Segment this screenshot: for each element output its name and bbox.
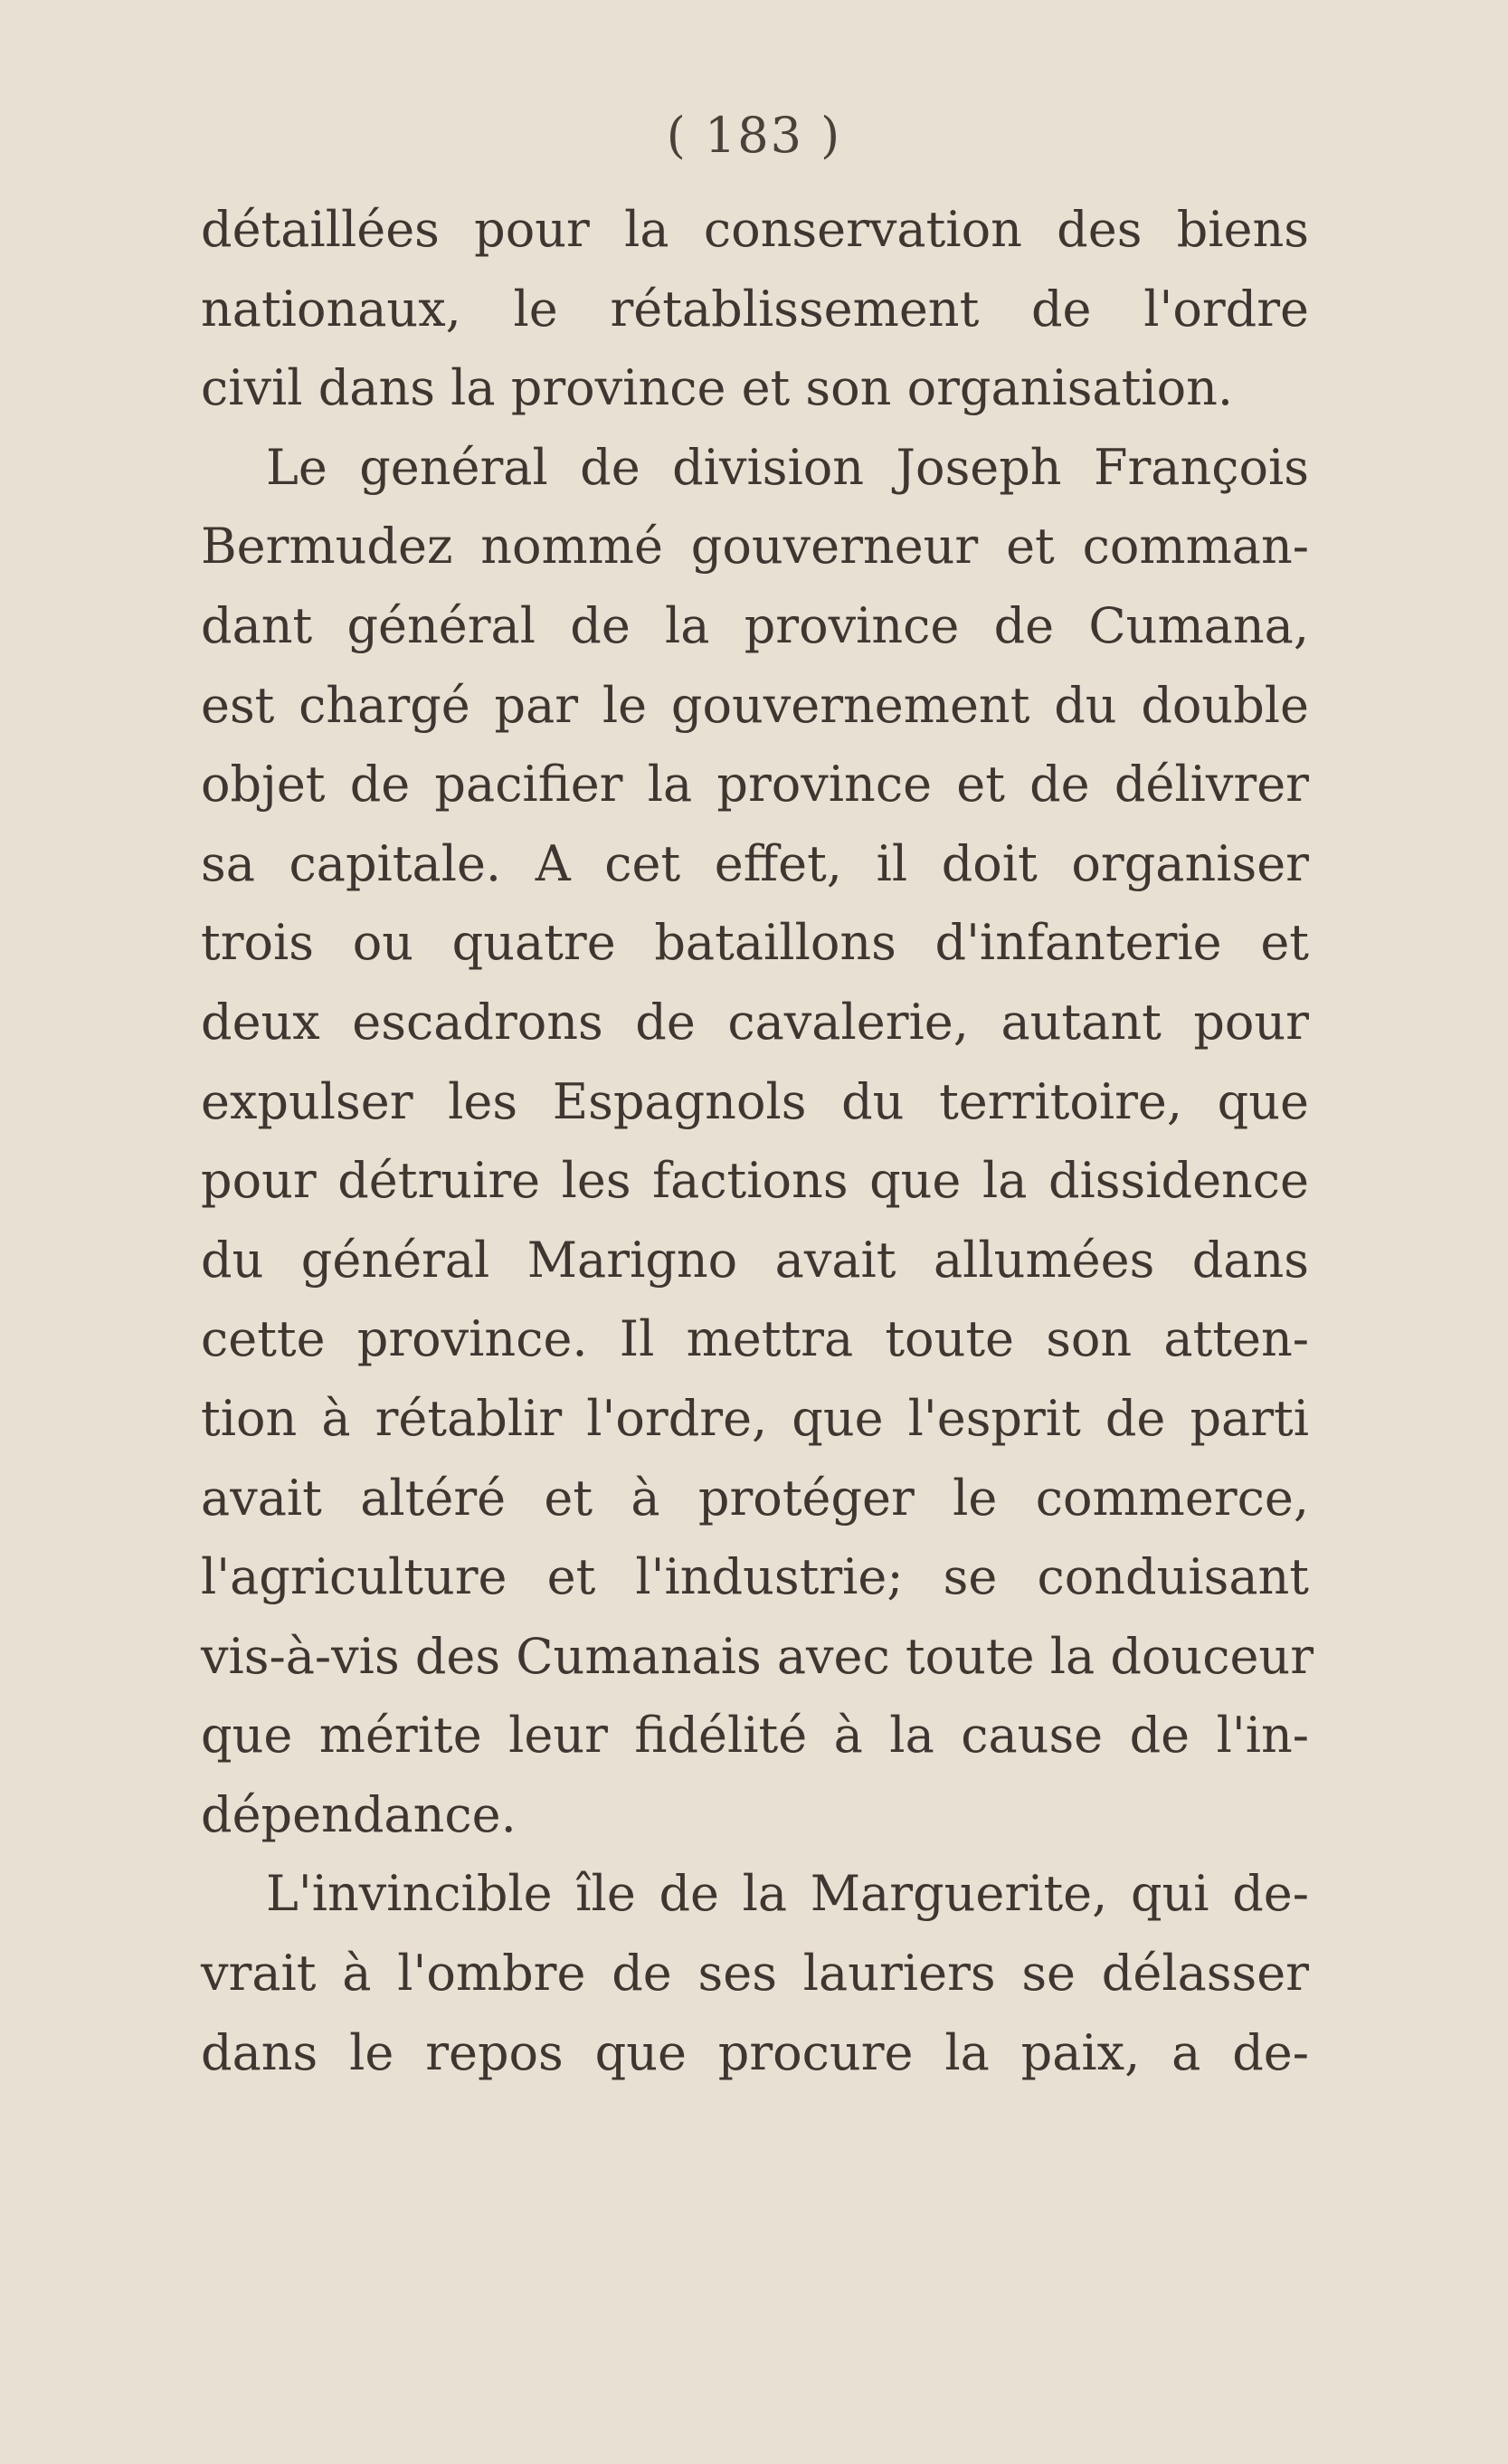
text-line: L'invincible île de la Marguerite, qui de- [266, 1865, 1309, 1923]
text-line: Le genéral de division Joseph François [266, 438, 1309, 496]
text-line: vrait à l'ombre de ses lauriers se délasser [201, 1945, 1309, 2003]
body-text [201, 190, 1314, 2092]
page-number: ( 183 ) [666, 107, 842, 164]
text-line: l'agriculture et l'industrie; se conduisant [201, 1548, 1309, 1606]
text-line: cette province. Il mettra toute son atten- [201, 1310, 1309, 1368]
text-line: deux escadrons de cavalerie, autant pour [201, 993, 1309, 1051]
text-line: avait altéré et à protéger le commerce, [201, 1469, 1309, 1527]
text-line: trois ou quatre bataillons d'infanterie et [201, 914, 1309, 972]
text-line: tion à rétablir l'ordre, que l'esprit de parti [201, 1389, 1309, 1447]
text-line: que mérite leur fidélité à la cause de l'in- [201, 1707, 1309, 1765]
text-line: nationaux, le rétablissement de l'ordre [201, 280, 1309, 338]
text-line: vis-à-vis des Cumanais avec toute la douceur [201, 1627, 1314, 1685]
text-line: sa capitale. A cet effet, il doit organiser [201, 834, 1309, 892]
text-line: pour détruire les factions que la dissidence [201, 1152, 1309, 1210]
text-line: civil dans la province et son organisation. [201, 359, 1234, 417]
text-line: Bermudez nommé gouverneur et comman- [201, 518, 1309, 576]
text-line: est chargé par le gouvernement du double [201, 676, 1309, 734]
text-line: dépendance. [201, 1785, 517, 1843]
text-line: dans le repos que procure la paix, a de- [201, 2023, 1309, 2081]
text-line: du général Marigno avait allumées dans [201, 1231, 1309, 1289]
text-line: dant général de la province de Cumana, [201, 596, 1309, 654]
text-line: objet de pacifier la province et de délivrer [201, 756, 1309, 813]
text-line: expulser les Espagnols du territoire, que [201, 1072, 1309, 1130]
text-line: détaillées pour la conservation des biens [201, 201, 1309, 258]
